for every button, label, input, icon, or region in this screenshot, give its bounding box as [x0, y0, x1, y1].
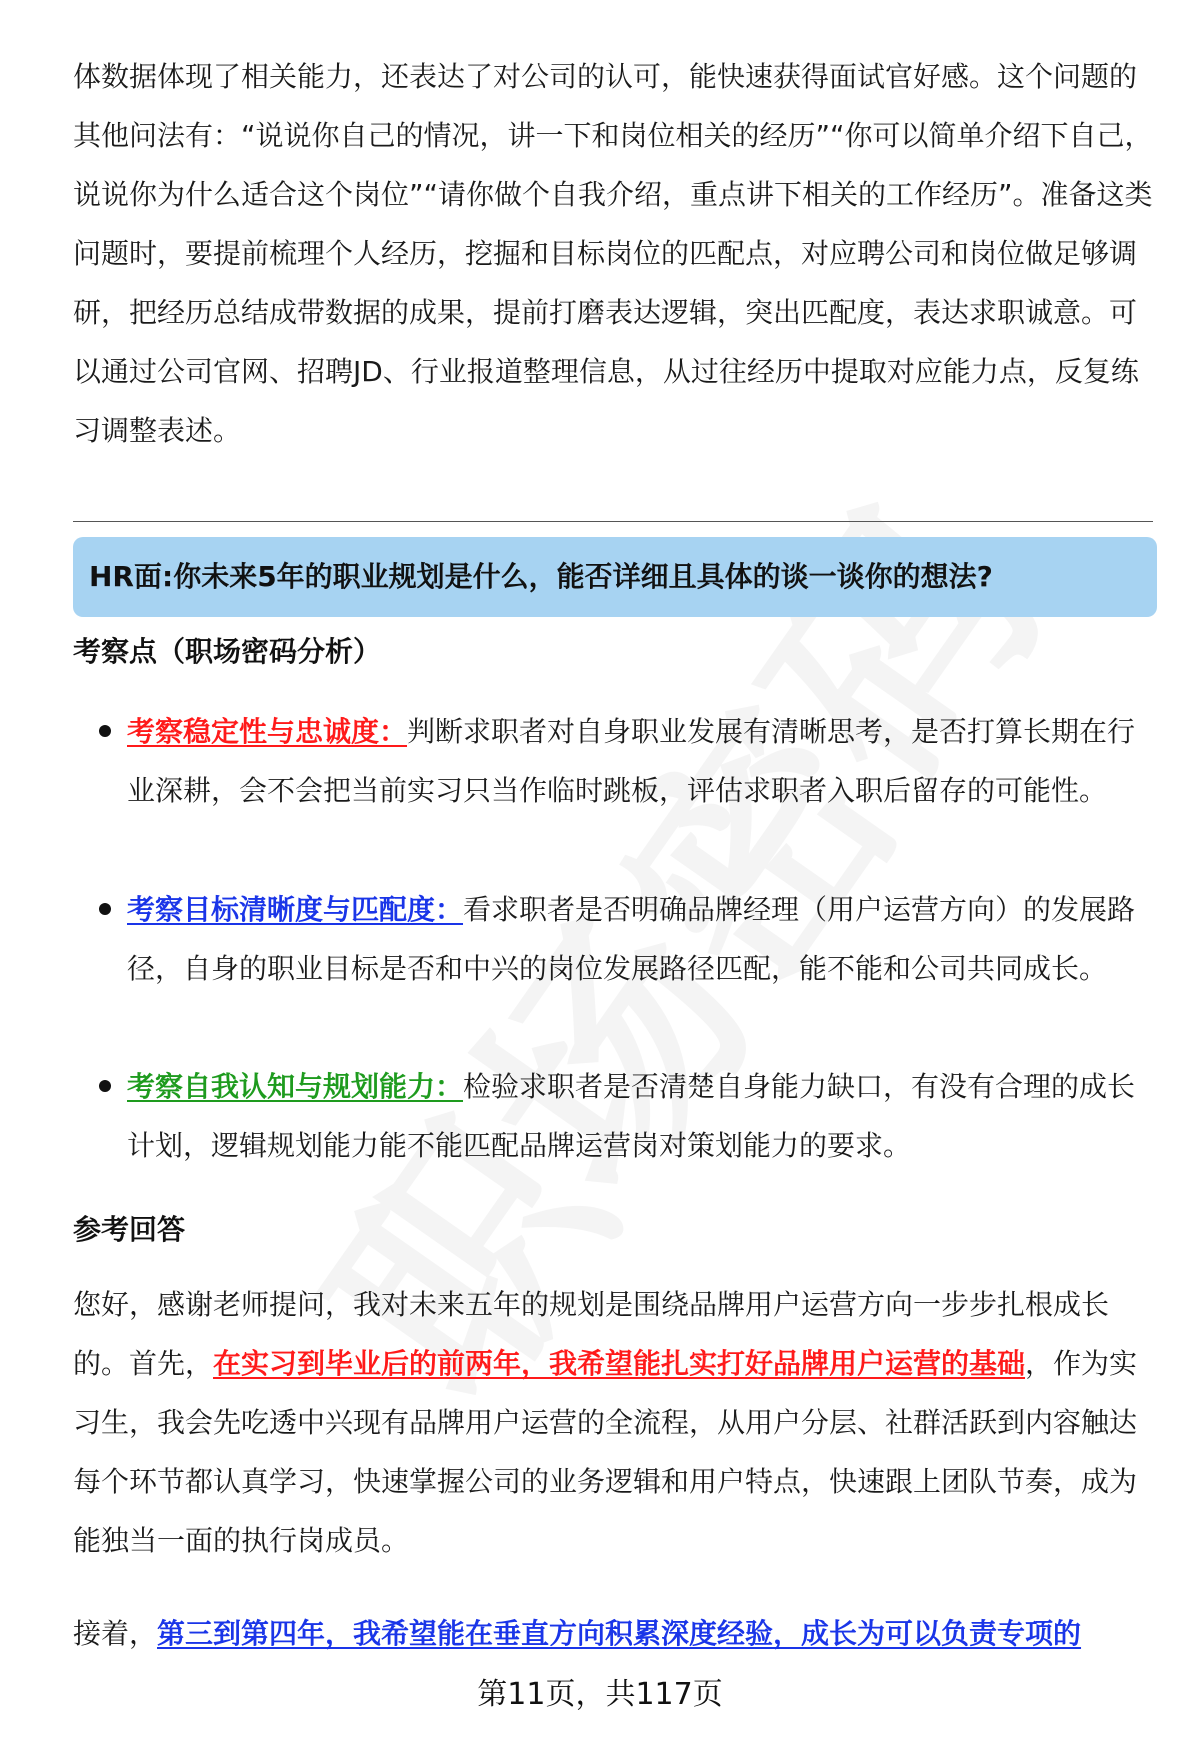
- point-keyword: 考察目标清晰度与匹配度：: [127, 893, 464, 926]
- reference-highlight: 第三到第四年，我希望能在垂直方向积累深度经验，成长为可以负责专项的: [157, 1617, 1082, 1650]
- reference-paragraph-2: [73, 1604, 1153, 1663]
- bullet-dot: [99, 725, 111, 737]
- point-text: 判断求职者对自身职业发展有清晰思考，是否打算长期在行业深耕，会不会把当前实习只当作临时跳板，评估求职者入职后留存的可能性。: [127, 715, 1136, 807]
- reference-highlight: 在实习到毕业后的前两年，我希望能扎实打好品牌用户运营的基础: [213, 1347, 1026, 1380]
- point-keyword: 考察自我认知与规划能力：: [127, 1070, 464, 1103]
- reference-paragraph-1: [73, 1275, 1153, 1570]
- reference-text: 接着，: [73, 1617, 158, 1650]
- analysis-point: [127, 880, 1157, 998]
- reference-heading: 参考回答: [73, 1213, 186, 1246]
- point-text: 看求职者是否明确品牌经理（用户运营方向）的发展路径，自身的职业目标是否和中兴的岗位发展路径匹配，能不能和公司共同成长。: [127, 893, 1136, 985]
- question-title: HR面:你未来5年的职业规划是什么，能否详细且具体的谈一谈你的想法?: [89, 560, 993, 593]
- analysis-heading: 考察点（职场密码分析）: [73, 635, 382, 668]
- analysis-point: [127, 1057, 1157, 1175]
- point-keyword: 考察稳定性与忠诚度：: [127, 715, 408, 748]
- bullet-dot: [99, 1080, 111, 1092]
- intro-paragraph: 体数据体现了相关能力，还表达了对公司的认可，能快速获得面试官好感。这个问题的其他问法有：“说说你自己的情况，讲一下和岗位相关的经历”“你可以简单介绍下自己，说说你为什么适合这个岗位”“请你做个自我介绍，重点讲下相关的工作经历”。准备这类问题时，要提前梳理个人经历，挖掘和目标岗位的匹配点，对应聘公司和岗位做足够调研，把经历总结成带数据的成果，提前打磨表达逻辑，突出匹配度，表达求职诚意。可以通过公司官网、招聘JD、行业报道整理信息，从过往经历中提取对应能力点，反复练习调整表述。: [73, 60, 1153, 447]
- analysis-point: [127, 702, 1157, 820]
- reference-text: 您好，感谢老师提问，我对未来五年的规划是围绕品牌用户运营方向一步步扎根成长的。首先，: [73, 1288, 1110, 1380]
- page-footer: 第11页，共117页: [477, 1677, 723, 1712]
- bullet-dot: [99, 903, 111, 915]
- section-divider: [73, 521, 1153, 522]
- question-box: [73, 537, 1157, 617]
- point-text: 检验求职者是否清楚自身能力缺口，有没有合理的成长计划，逻辑规划能力能不能匹配品牌运营岗对策划能力的要求。: [127, 1070, 1136, 1162]
- reference-text: ，作为实习生，我会先吃透中兴现有品牌用户运营的全流程，从用户分层、社群活跃到内容触达每个环节都认真学习，快速掌握公司的业务逻辑和用户特点，快速跟上团队节奏，成为能独当一面的执行岗成员。: [73, 1347, 1138, 1557]
